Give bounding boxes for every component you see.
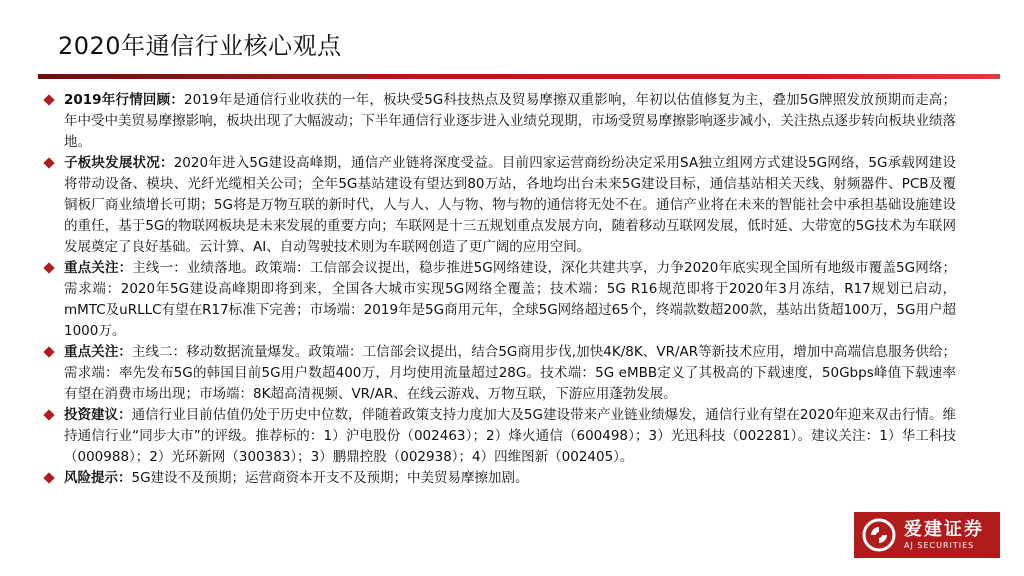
company-logo [854,512,1000,558]
item-label: 风险提示： [64,470,132,486]
diamond-bullet-icon [44,473,54,483]
list-item-focus-2 [44,342,956,405]
item-text: 2019年是通信行业收获的一年，板块受5G科技热点及贸易摩擦双重影响，年初以估值修复为主，叠加5G牌照发放预期而走高；年中受中美贸易摩擦影响，板块出现了大幅波动；下半年通信行业逐步进入业绩兑现期，市场受贸易摩擦影响逐步减小，关注热点逐步转向板块业绩落地。 [64,92,956,150]
item-label: 投资建议： [64,407,132,423]
diamond-bullet-icon [44,158,54,168]
list-item-focus-1 [44,258,956,342]
diamond-bullet-icon [44,347,54,357]
diamond-bullet-icon [44,95,54,105]
logo-name-en: AJ SECURITIES [904,541,975,550]
logo-mark-icon [862,518,896,552]
list-item-market-review [44,90,956,153]
page-title: 2020年通信行业核心观点 [58,32,342,60]
diamond-bullet-icon [44,263,54,273]
item-text: 2020年进入5G建设高峰期，通信产业链将深度受益。目前四家运营商纷纷决定采用SA独立组网方式建设5G网络，5G承载网建设将带动设备、模块、光纤光缆相关公司；全年5G基站建设有望达到80万站，各地均出台未来5G建设目标，通信基站相关天线、射频器件、PCB及覆铜板厂商业绩增长可期；5G将是万物互联的新时代，人与人、人与物、物与物的通信将无处不在。通信产业将在未来的智能社会中承担基础设施建设的重任，基于5G的物联网板块是未来发展的重要方向；车联网是十三五规划重点发展方向，随着移动互联网发展，低时延、大带宽的5G技术为车联网发展奠定了良好基础。云计算、AI、自动驾驶技术则为车联网创造了更广阔的应用空间。 [64,155,957,255]
item-text: 主线一：业绩落地。政策端：工信部会议提出，稳步推进5G网络建设，深化共建共享，力争2020年底实现全国所有地级市覆盖5G网络；需求端：2020年5G建设高峰期即将到来，全国各大城市实现5G网络全覆盖；技术端：5G R16规范即将于2020年3月冻结，R17规划已启动，mMTC及uRLLC有望在R17标准下完善；市场端：2019年是5G商用元年，全球5G网络超过65个，终端款数超200款，基站出货超100万，5G用户超1000万。 [64,260,956,339]
list-item-subsector [44,153,956,258]
item-text: 通信行业目前估值仍处于历史中位数，伴随着政策支持力度加大及5G建设带来产业链业绩爆发，通信行业有望在2020年迎来双击行情。维持通信行业“同步大市”的评级。推荐标的：1）沪电股份（002463）；2）烽火通信（600498）；3）光迅科技（002281）。建议关注：1）华工科技（000988）；2）光环新网（300383）；3）鹏鼎控股（002938）；4）四维图新（002405）。 [64,407,957,465]
list-item-risk [44,468,956,489]
item-text: 主线二：移动数据流量爆发。政策端：工信部会议提出，结合5G商用步伐,加快4K/8K、VR/AR等新技术应用，增加中高端信息服务供给；需求端：率先发布5G的韩国目前5G用户数超400万，月均使用流量超过28G。技术端：5G eMBB定义了其极高的下载速度，50Gbps峰值下载速率有望在消费市场出现；市场端：8K超高清视频、VR/AR、在线云游戏、万物互联，下游应用蓬勃发展。 [64,344,956,402]
item-label: 重点关注： [64,344,132,360]
item-label: 2019年行情回顾： [64,92,185,108]
item-label: 重点关注： [64,260,133,276]
item-text: 5G建设不及预期；运营商资本开支不及预期；中美贸易摩擦加剧。 [131,470,529,486]
diamond-bullet-icon [44,410,54,420]
content-list [44,90,956,489]
item-label: 子板块发展状况： [64,155,174,171]
list-item-investment [44,405,956,468]
logo-name-cn: 爱建证券 [904,519,984,540]
title-divider [38,74,1000,79]
